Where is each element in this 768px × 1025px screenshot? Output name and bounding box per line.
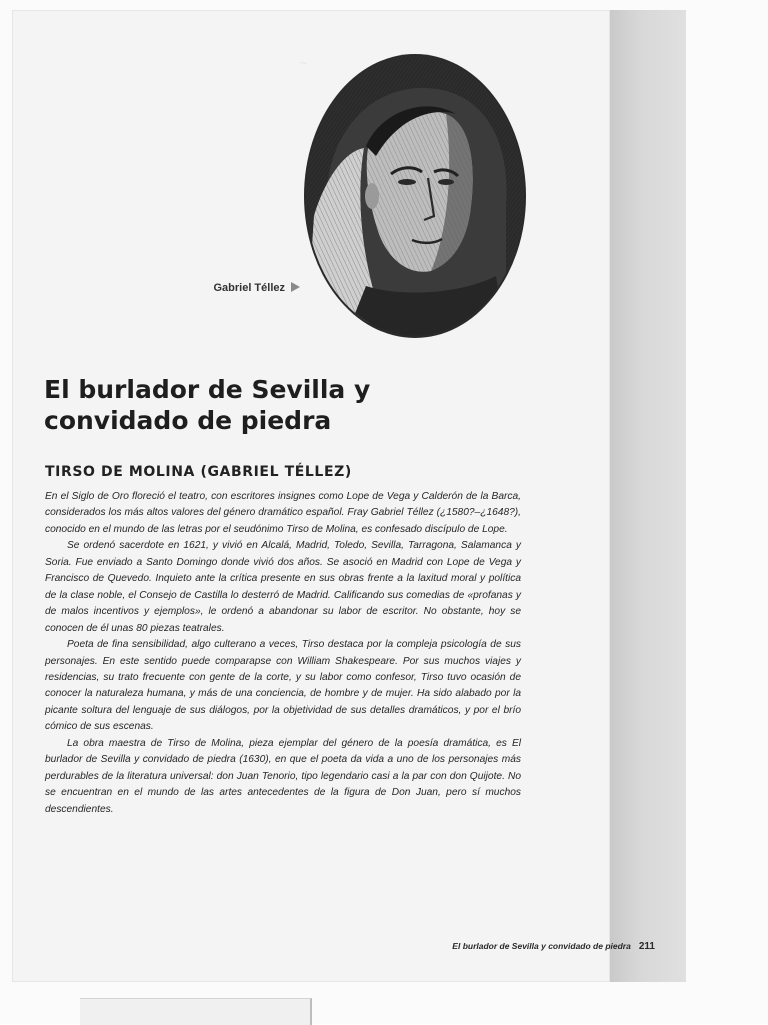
page-number: 211 [638, 941, 655, 952]
bleed-through-mark: ~ [300, 55, 308, 70]
engraved-portrait-icon [306, 56, 524, 336]
paragraph-1: En el Siglo de Oro floreció el teatro, con escritores insignes como Lope de Vega y Calderón de la Barca, considerados los más altos valores del género dramático español. Fray Gabriel Téllez (¿1580?–¿1648?), conocido en el mundo de las letras por el seudónimo Tirso de Molina, es confesado discípulo de Lope. [45, 491, 521, 535]
paragraph-3: Poeta de fina sensibilidad, algo culterano a veces, Tirso destaca por la compleja psicología de sus personajes. En este sentido puede comparарse con William Shakespeare. Por sus muchos viajes y residencias, su trato frecuente con gente de la corte, y su labor como confesor, Tirso tuvo ocasión de conocer la naturaleza humana, y más de una conciencia, de hombre y de mujer. Ha sido alabado por la picante soltura del lenguaje de sus diálogos, por la objetividad de sus detalles dramáticos, y por el brío cómico de sus escenas. [45, 639, 521, 733]
body-text [45, 489, 521, 818]
running-title: El burlador de Sevilla y convidado de piedra [452, 941, 631, 951]
paragraph-4: La obra maestra de Tirso de Molina, pieza ejemplar del género de la poesía dramática, es El burlador de Sevilla y convidado de piedra (1630), en que el poeta da vida a uno de los personajes más perdurables de la literatura universal: don Juan Tenorio, tipo legendario casi a la par con don Quijote. No se encuentran en el mundo de las artes antecedentes de la figura de Don Juan, pero sí muchos descendientes. [45, 737, 521, 815]
page-footer [380, 941, 655, 952]
underlying-page-edge [80, 998, 312, 1025]
title-line-2: convidado de piedra [44, 406, 332, 435]
author-heading: TIRSO DE MOLINA (GABRIEL TÉLLEZ) [45, 464, 352, 480]
page-edge-shadow [610, 10, 686, 982]
caption-arrow-icon [291, 282, 300, 292]
portrait-caption [170, 282, 300, 294]
page-title [44, 374, 544, 436]
paragraph-2: Se ordenó sacerdote en 1621, y vivió en Alcalá, Madrid, Toledo, Sevilla, Tarragona, Salamanca y Soria. Fue enviado a Santo Domingo donde vivió dos años. Se asoció en Madrid con Lope de Vega y Francisco de Quevedo. Inquieto ante la crítica presente en sus obras frente a la laxitud moral y política de la clase noble, el Consejo de Castilla lo desterró de Madrid. Calificando sus comedias de «profanas y de malos incentivos y ejemplos», le ordenó a abandonar su labor de escritor. No obstante, hoy se conocen de él unas 80 piezas teatrales. [45, 540, 521, 634]
title-line-1: El burlador de Sevilla y [44, 375, 371, 404]
caption-text: Gabriel Téllez [213, 282, 285, 294]
portrait-image [306, 56, 524, 336]
